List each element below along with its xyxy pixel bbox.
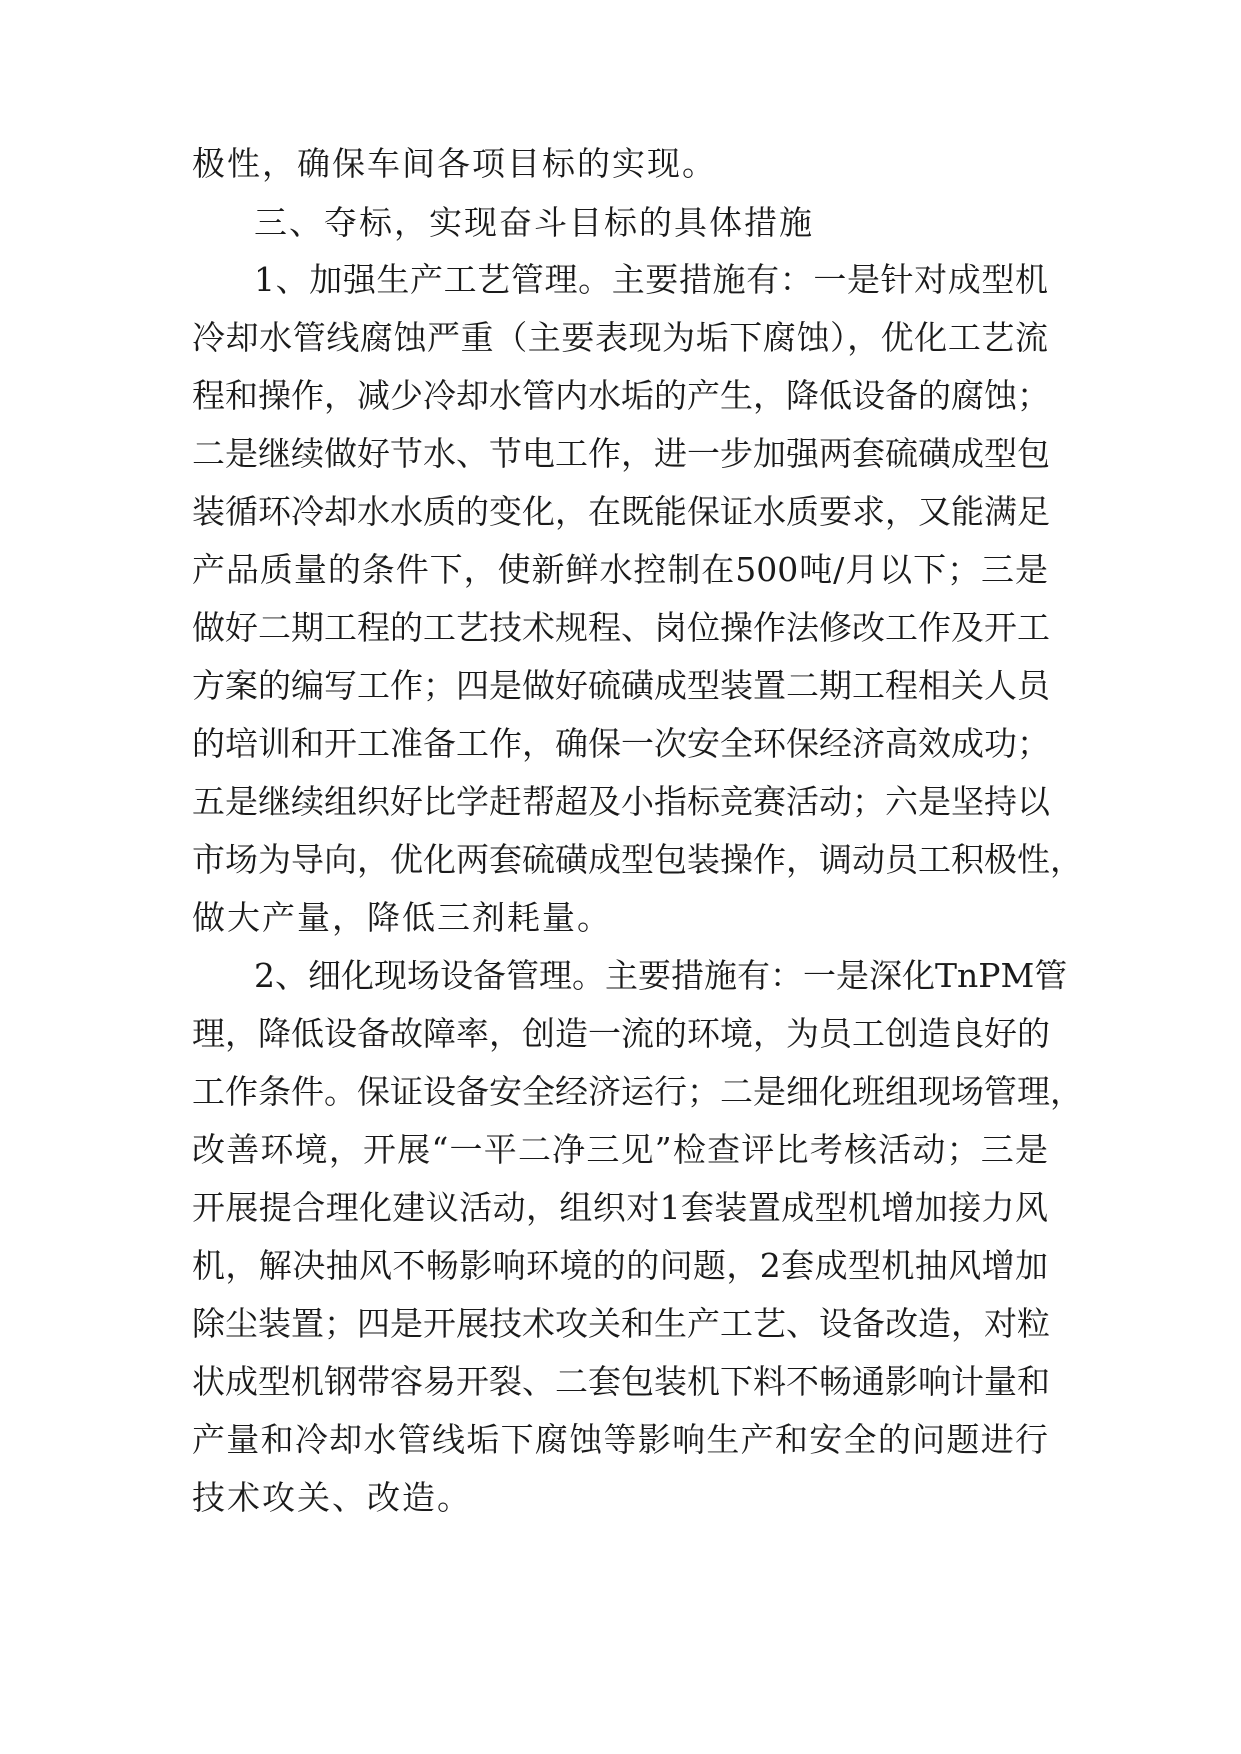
- text-line: 极性，确保车间各项目标的实现。: [192, 144, 717, 183]
- text-line: 除尘装置；四是开展技术攻关和生产工艺、设备改造，对粒: [192, 1304, 1050, 1343]
- text-line: 程和操作，减少冷却水管内水垢的产生，降低设备的腐蚀；: [192, 376, 1050, 415]
- text-line: 改善环境，开展“一平二净三见”检查评比考核活动；三是: [192, 1130, 1048, 1169]
- text-line: 开展提合理化建议活动，组织对1套装置成型机增加接力风: [192, 1188, 1048, 1227]
- text-line: 五是继续组织好比学赶帮超及小指标竞赛活动；六是坚持以: [192, 782, 1050, 821]
- text-line: 产量和冷却水管线垢下腐蚀等影响生产和安全的问题进行: [192, 1420, 1048, 1459]
- text-line: 二是继续做好节水、节电工作，进一步加强两套硫磺成型包: [192, 434, 1050, 473]
- text-line: 方案的编写工作；四是做好硫磺成型装置二期工程相关人员: [192, 666, 1050, 705]
- text-line: 做大产量，降低三剂耗量。: [192, 898, 612, 937]
- text-line: 技术攻关、改造。: [192, 1478, 472, 1517]
- text-line: 状成型机钢带容易开裂、二套包装机下料不畅通影响计量和: [192, 1362, 1050, 1401]
- text-line: 产品质量的条件下，使新鲜水控制在500吨/月以下；三是: [192, 550, 1048, 589]
- text-line: 工作条件。保证设备安全经济运行；二是细化班组现场管理，: [192, 1072, 1083, 1111]
- text-line: 装循环冷却水水质的变化，在既能保证水质要求，又能满足: [192, 492, 1050, 531]
- text-line: 1、加强生产工艺管理。主要措施有：一是针对成型机: [254, 260, 1048, 299]
- text-line: 机，解决抽风不畅影响环境的的问题，2套成型机抽风增加: [192, 1246, 1048, 1285]
- text-line: 的培训和开工准备工作，确保一次安全环保经济高效成功；: [192, 724, 1050, 763]
- text-line: 冷却水管线腐蚀严重（主要表现为垢下腐蚀），优化工艺流: [192, 318, 1048, 357]
- section-heading: 三、夺标，实现奋斗目标的具体措施: [254, 203, 814, 242]
- text-line: 理，降低设备故障率，创造一流的环境，为员工创造良好的: [192, 1014, 1050, 1053]
- text-line: 市场为导向，优化两套硫磺成型包装操作，调动员工积极性，: [192, 840, 1083, 879]
- text-line: 做好二期工程的工艺技术规程、岗位操作法修改工作及开工: [192, 608, 1050, 647]
- text-line: 2、细化现场设备管理。主要措施有：一是深化TnPM管: [254, 956, 1068, 995]
